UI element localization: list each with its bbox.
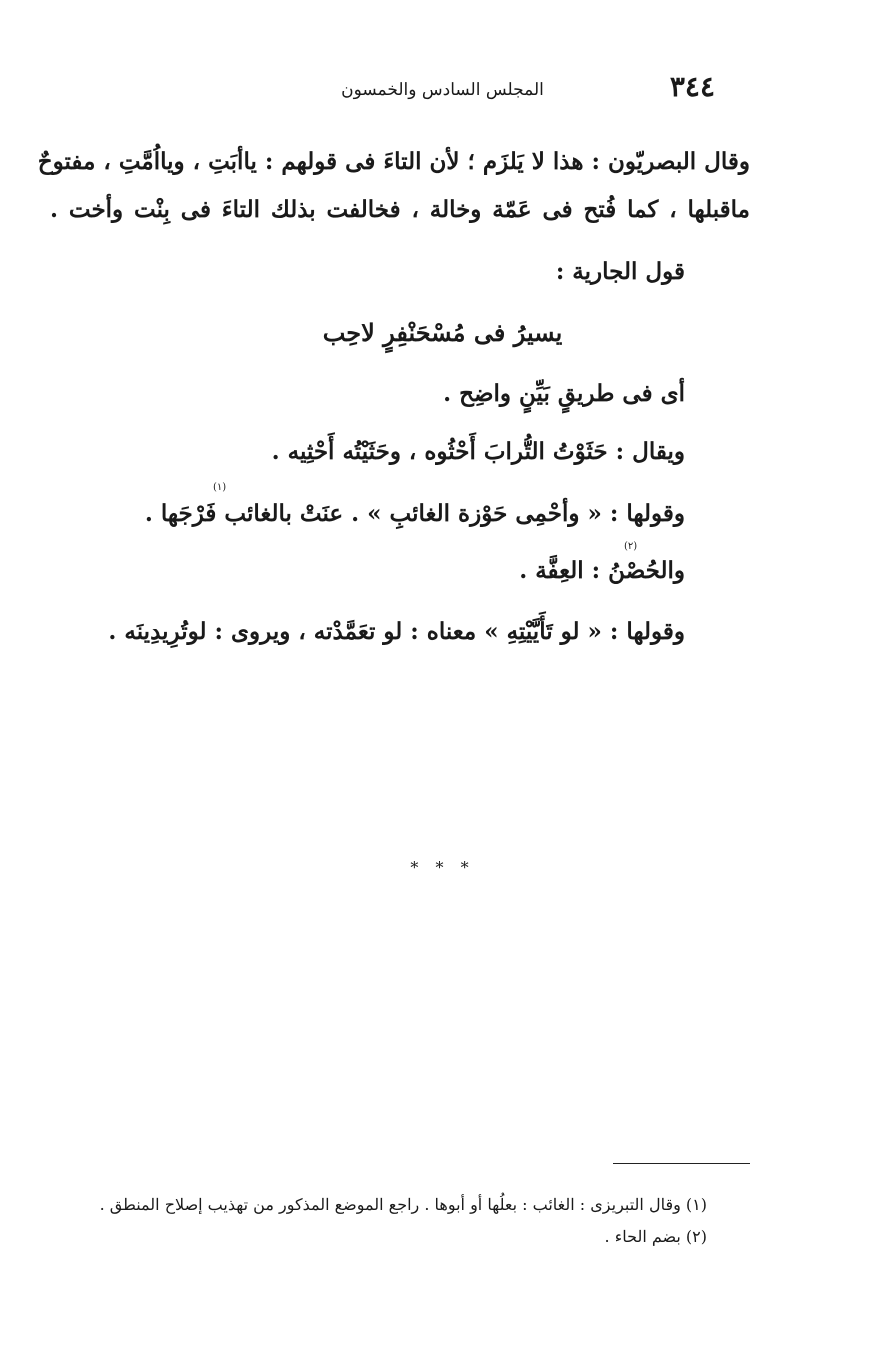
paragraph-6: والحُصْنُ : العِفَّة . — [519, 557, 685, 584]
paragraph-1-line-2: ماقبلها ، كما فُتح فى عَمّة وخالة ، فخالفت بذلك التاءَ فى بِنْت وأخت . — [50, 196, 750, 223]
page-number: ٣٤٤ — [669, 70, 715, 103]
footnote-2: (٢) بضم الحاء . — [604, 1227, 707, 1246]
running-header-title: المجلس السادس والخمسون — [341, 80, 544, 100]
paragraph-7: وقولها : « لو تَأَيَّيْتِهِ » معناه : لو تعَمَّدْته ، ويروى : لوتُرِيدِينَه . — [108, 618, 685, 645]
footnote-1: (١) وقال التبريزى : الغائب : بعلُها أو أبوها . راجع الموضع المذكور من تهذيب إصلاح المنطق . — [99, 1195, 707, 1214]
paragraph-2: قول الجارية : — [555, 258, 685, 285]
footnote-ref-2: (٢) — [624, 541, 638, 552]
verse-line: يسيرُ فى مُسْحَنْفِرٍ لاحِب — [322, 318, 563, 347]
paragraph-3: أى فى طريقٍ بَيِّنٍ واضِح . — [443, 380, 685, 407]
footnote-ref-1: (١) — [213, 482, 227, 493]
paragraph-5: وقولها : « وأحْمِى حَوْزة الغائبِ » . عنَتْ بالغائب فَرْجَها . — [144, 500, 685, 527]
section-separator: * * * — [410, 858, 475, 877]
paragraph-4: ويقال : حَثَوْتُ التُّرابَ أَحْثُوه ، وحَثَيْتُه أَحْثِيه . — [271, 438, 685, 465]
footnote-divider — [613, 1163, 750, 1164]
paragraph-1-line-1: وقال البصريّون : هذا لا يَلزَم ؛ لأن التاءَ فى قولهم : ياأبَتِ ، ويااُمَّتِ ، مفتوحٌ — [37, 148, 750, 175]
